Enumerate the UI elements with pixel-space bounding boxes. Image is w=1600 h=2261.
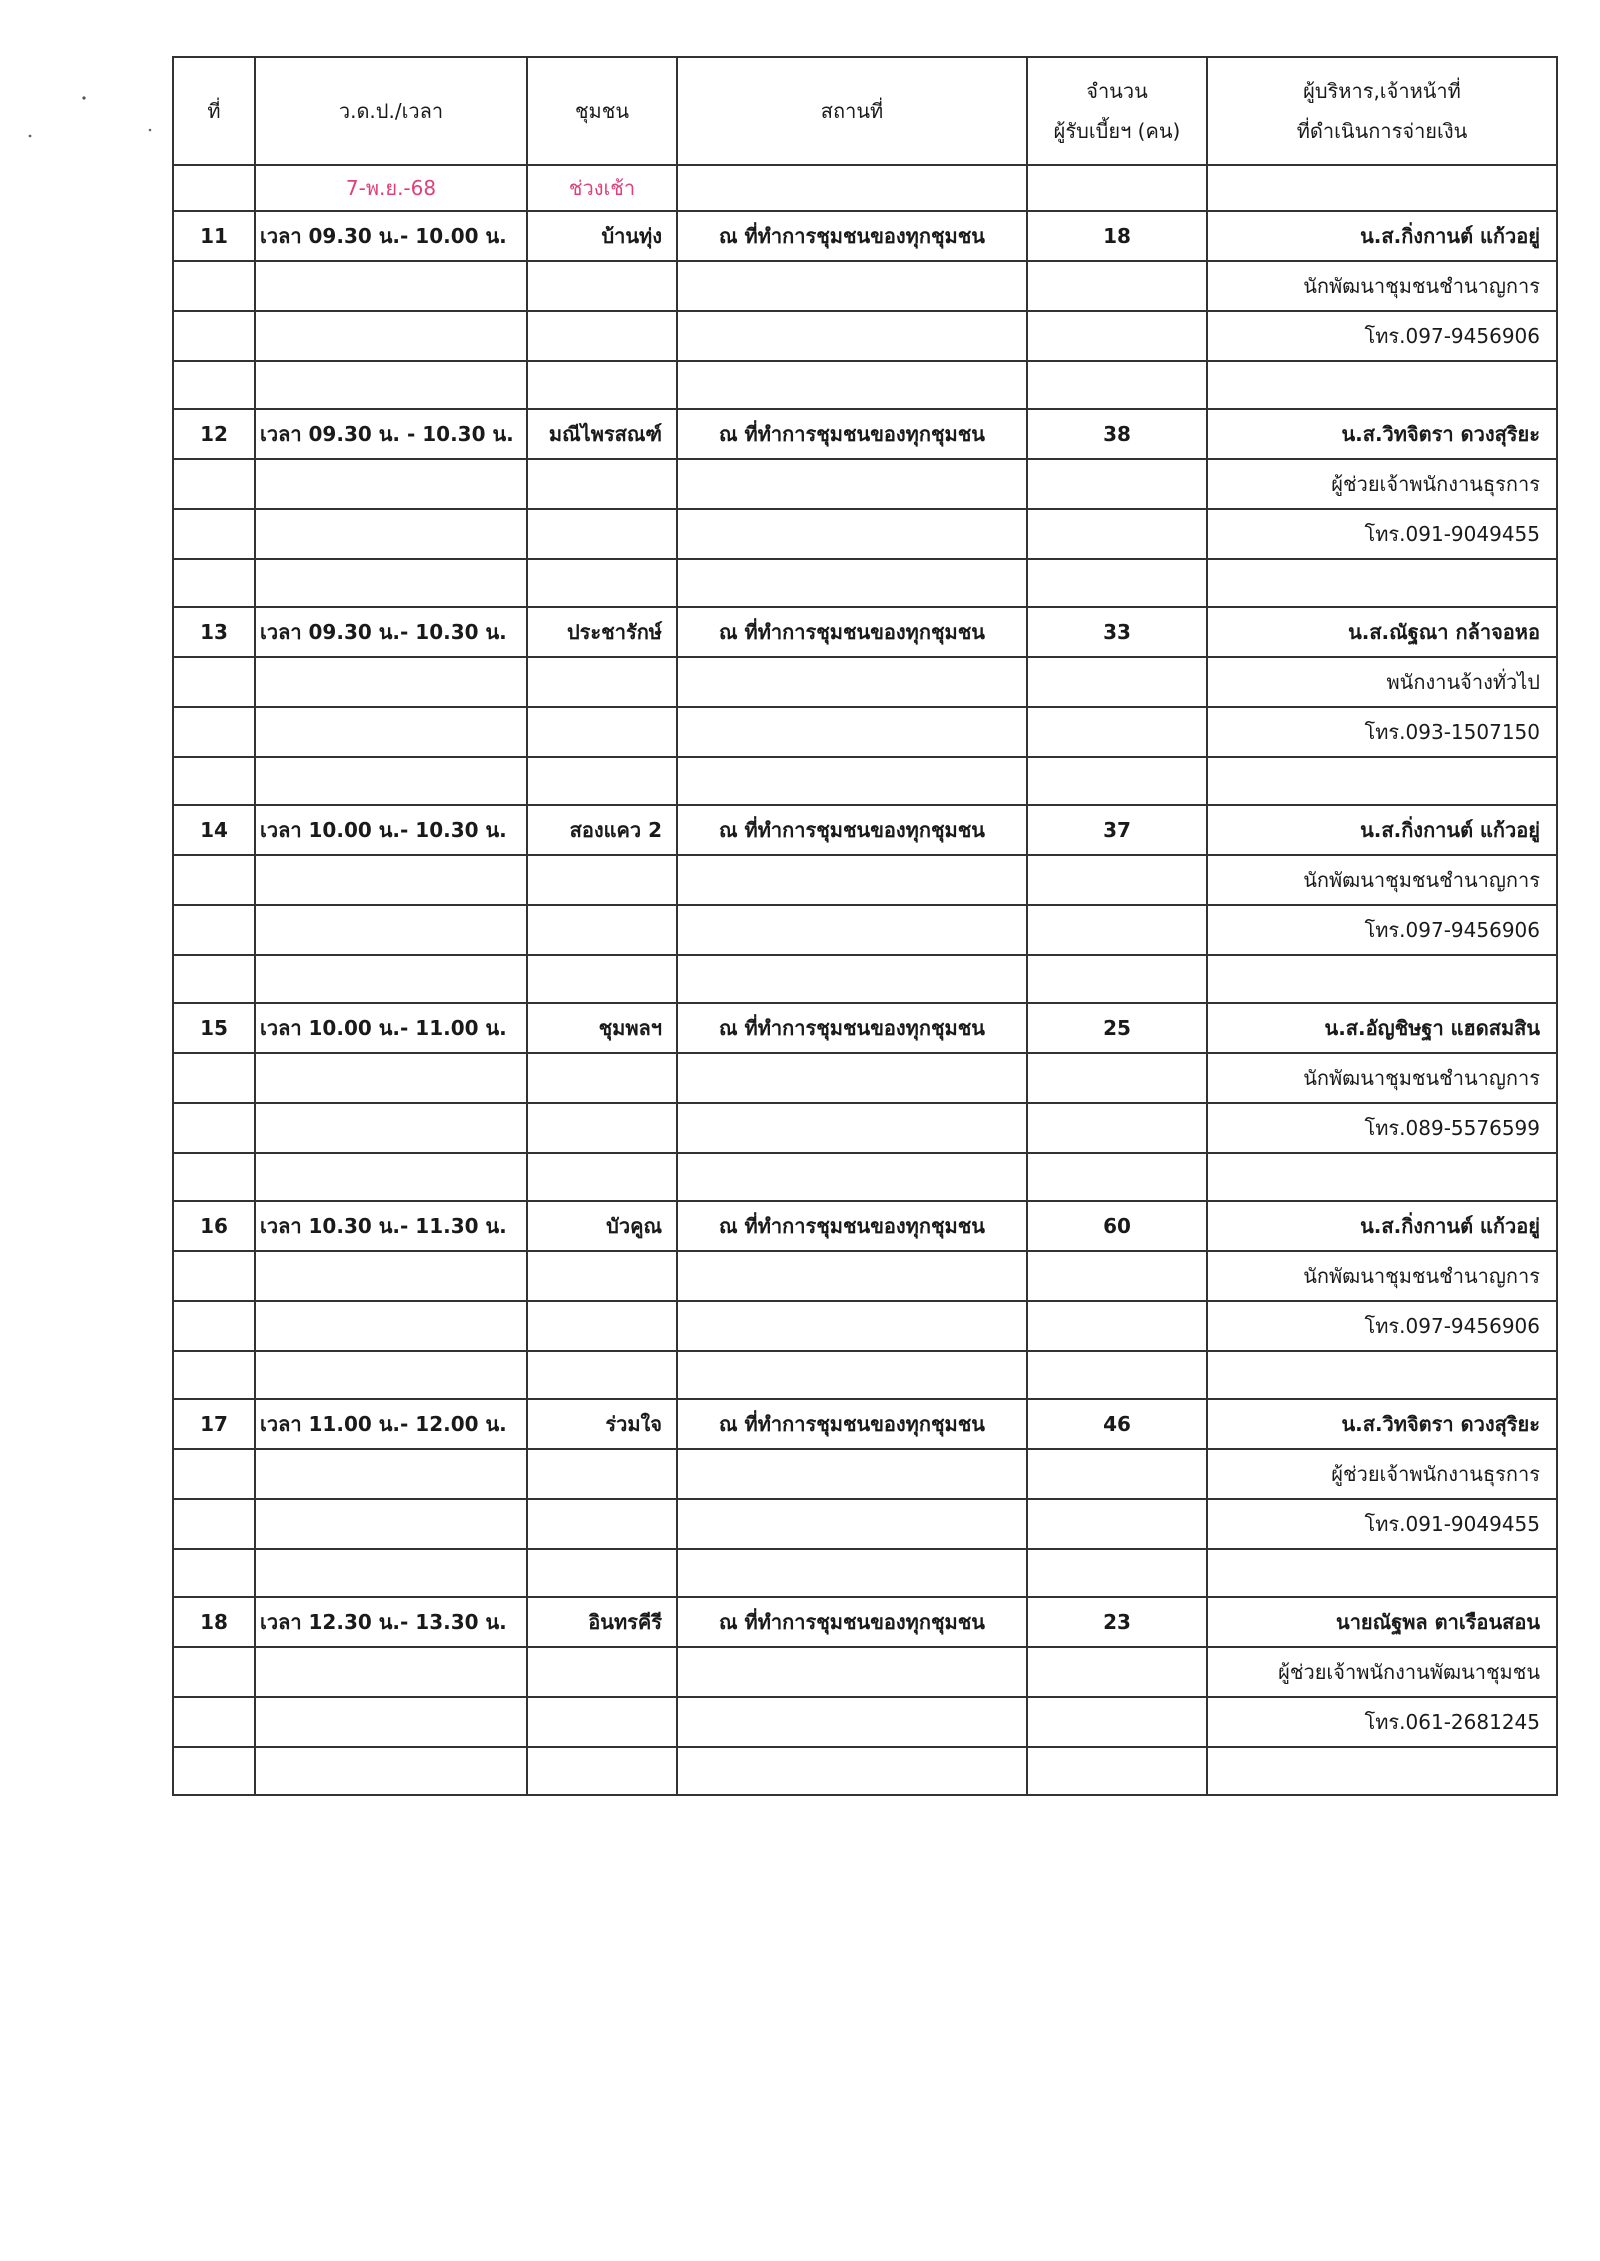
scan-specks: [0, 0, 200, 160]
row-staff-position: ผู้ช่วยเจ้าพนักงานธุรการ: [1207, 459, 1557, 509]
row-staff-name: น.ส.ณัฐณา กล้าจอหอ: [1207, 607, 1557, 657]
table-row-phone: [173, 311, 1557, 361]
table-row-spacer: [173, 1549, 1557, 1597]
table-row: [173, 409, 1557, 459]
row-staff-position: ผู้ช่วยเจ้าพนักงานธุรการ: [1207, 1449, 1557, 1499]
table-row-phone: [173, 707, 1557, 757]
row-staff-name: น.ส.วิทจิตรา ดวงสุริยะ: [1207, 1399, 1557, 1449]
table-row-position: [173, 1251, 1557, 1301]
table-row: [173, 1201, 1557, 1251]
table-row-spacer: [173, 1351, 1557, 1399]
row-number: 12: [173, 409, 255, 459]
header-staff: [1207, 57, 1557, 165]
row-time: เวลา 09.30 น. - 10.30 น.: [255, 409, 527, 459]
table-row-spacer: [173, 1747, 1557, 1795]
row-number: 11: [173, 211, 255, 261]
table-row-position: [173, 1053, 1557, 1103]
row-place: ณ ที่ทำการชุมชนของทุกชุมชน: [677, 211, 1027, 261]
row-staff-phone: โทร.097-9456906: [1207, 905, 1557, 955]
row-time: เวลา 09.30 น.- 10.30 น.: [255, 607, 527, 657]
table-row-position: [173, 657, 1557, 707]
row-time: เวลา 10.30 น.- 11.30 น.: [255, 1201, 527, 1251]
header-count-line2: ผู้รับเบี้ยฯ (คน): [1053, 119, 1181, 143]
payment-schedule-table: [172, 56, 1558, 1796]
row-staff-name: นายณัฐพล ตาเรือนสอน: [1207, 1597, 1557, 1647]
row-place: ณ ที่ทำการชุมชนของทุกชุมชน: [677, 1003, 1027, 1053]
row-staff-name: น.ส.กิ่งกานต์ แก้วอยู่: [1207, 1201, 1557, 1251]
row-staff-phone: โทร.093-1507150: [1207, 707, 1557, 757]
row-place: ณ ที่ทำการชุมชนของทุกชุมชน: [677, 1399, 1027, 1449]
header-community: ชุมชน: [527, 57, 677, 165]
header-staff-line2: ที่ดำเนินการจ่ายเงิน: [1296, 119, 1468, 143]
table-row-phone: [173, 509, 1557, 559]
row-staff-name: น.ส.อัญชิษฐา แฮดสมสิน: [1207, 1003, 1557, 1053]
table-row-phone: [173, 905, 1557, 955]
row-community: อินทรคีรี: [527, 1597, 677, 1647]
header-time: ว.ด.ป./เวลา: [255, 57, 527, 165]
table-row-position: [173, 855, 1557, 905]
row-community: ประชารักษ์: [527, 607, 677, 657]
table-row: [173, 805, 1557, 855]
table-row-spacer: [173, 559, 1557, 607]
row-community: สองแคว 2: [527, 805, 677, 855]
table-row-spacer: [173, 1153, 1557, 1201]
row-number: 17: [173, 1399, 255, 1449]
table-row: [173, 1597, 1557, 1647]
header-count-line1: จำนวน: [1086, 79, 1148, 103]
row-count: 23: [1027, 1597, 1207, 1647]
row-number: 16: [173, 1201, 255, 1251]
row-count: 38: [1027, 409, 1207, 459]
row-count: 37: [1027, 805, 1207, 855]
date-row-no: [173, 165, 255, 211]
table-row-spacer: [173, 361, 1557, 409]
row-staff-position: พนักงานจ้างทั่วไป: [1207, 657, 1557, 707]
row-staff-position: นักพัฒนาชุมชนชำนาญการ: [1207, 1251, 1557, 1301]
table-row: [173, 1399, 1557, 1449]
row-time: เวลา 12.30 น.- 13.30 น.: [255, 1597, 527, 1647]
row-staff-name: น.ส.วิทจิตรา ดวงสุริยะ: [1207, 409, 1557, 459]
table-row-position: [173, 261, 1557, 311]
row-place: ณ ที่ทำการชุมชนของทุกชุมชน: [677, 1597, 1027, 1647]
row-staff-position: นักพัฒนาชุมชนชำนาญการ: [1207, 855, 1557, 905]
table-row-phone: [173, 1103, 1557, 1153]
table-row-spacer: [173, 955, 1557, 1003]
header-place: สถานที่: [677, 57, 1027, 165]
row-time: เวลา 10.00 น.- 10.30 น.: [255, 805, 527, 855]
row-community: บัวคูณ: [527, 1201, 677, 1251]
row-community: ชุมพลฯ: [527, 1003, 677, 1053]
table-row-phone: [173, 1697, 1557, 1747]
period-cell: ช่วงเช้า: [527, 165, 677, 211]
table-row-phone: [173, 1499, 1557, 1549]
row-time: เวลา 10.00 น.- 11.00 น.: [255, 1003, 527, 1053]
row-staff-phone: โทร.091-9049455: [1207, 1499, 1557, 1549]
row-time: เวลา 09.30 น.- 10.00 น.: [255, 211, 527, 261]
row-count: 25: [1027, 1003, 1207, 1053]
header-staff-line1: ผู้บริหาร,เจ้าหน้าที่: [1303, 79, 1461, 103]
row-count: 18: [1027, 211, 1207, 261]
row-staff-position: ผู้ช่วยเจ้าพนักงานพัฒนาชุมชน: [1207, 1647, 1557, 1697]
header-count: [1027, 57, 1207, 165]
row-place: ณ ที่ทำการชุมชนของทุกชุมชน: [677, 1201, 1027, 1251]
row-staff-phone: โทร.061-2681245: [1207, 1697, 1557, 1747]
row-staff-phone: โทร.091-9049455: [1207, 509, 1557, 559]
row-community: ร่วมใจ: [527, 1399, 677, 1449]
row-staff-position: นักพัฒนาชุมชนชำนาญการ: [1207, 261, 1557, 311]
row-number: 15: [173, 1003, 255, 1053]
row-staff-name: น.ส.กิ่งกานต์ แก้วอยู่: [1207, 805, 1557, 855]
table-row-position: [173, 459, 1557, 509]
row-count: 33: [1027, 607, 1207, 657]
date-cell: 7-พ.ย.-68: [255, 165, 527, 211]
row-number: 14: [173, 805, 255, 855]
row-staff-name: น.ส.กิ่งกานต์ แก้วอยู่: [1207, 211, 1557, 261]
row-count: 46: [1027, 1399, 1207, 1449]
table-row: [173, 211, 1557, 261]
row-staff-phone: โทร.097-9456906: [1207, 1301, 1557, 1351]
row-staff-phone: โทร.089-5576599: [1207, 1103, 1557, 1153]
row-time: เวลา 11.00 น.- 12.00 น.: [255, 1399, 527, 1449]
row-place: ณ ที่ทำการชุมชนของทุกชุมชน: [677, 607, 1027, 657]
table-row: [173, 607, 1557, 657]
row-place: ณ ที่ทำการชุมชนของทุกชุมชน: [677, 805, 1027, 855]
table-row-position: [173, 1449, 1557, 1499]
row-count: 60: [1027, 1201, 1207, 1251]
header-no: ที่: [173, 57, 255, 165]
header-row: [173, 57, 1557, 165]
row-place: ณ ที่ทำการชุมชนของทุกชุมชน: [677, 409, 1027, 459]
table-row-phone: [173, 1301, 1557, 1351]
date-row: [173, 165, 1557, 211]
table-row: [173, 1003, 1557, 1053]
row-number: 13: [173, 607, 255, 657]
row-community: มณีไพรสณฑ์: [527, 409, 677, 459]
row-number: 18: [173, 1597, 255, 1647]
row-staff-position: นักพัฒนาชุมชนชำนาญการ: [1207, 1053, 1557, 1103]
row-community: บ้านทุ่ง: [527, 211, 677, 261]
table-row-position: [173, 1647, 1557, 1697]
row-staff-phone: โทร.097-9456906: [1207, 311, 1557, 361]
table-row-spacer: [173, 757, 1557, 805]
